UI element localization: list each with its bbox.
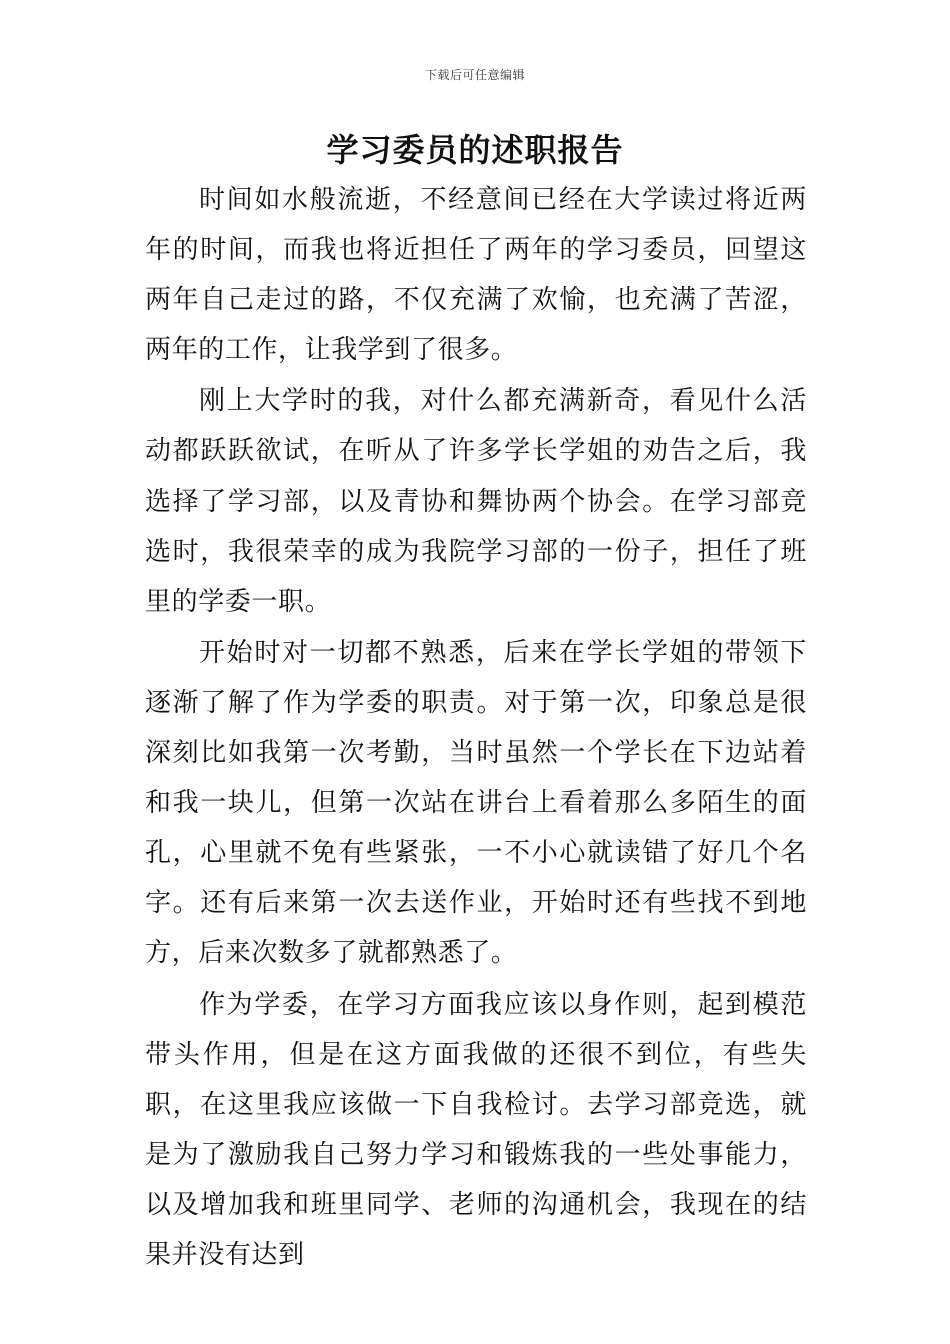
paragraph-1: 时间如水般流逝，不经意间已经在大学读过将近两年的时间，而我也将近担任了两年的学习委员，回望这两年自己走过的路，不仅充满了欢愉，也充满了苦涩，两年的工作，让我学到了很多。 — [145, 185, 807, 366]
document-title: 学习委员的述职报告 — [326, 131, 624, 169]
document-body — [145, 175, 807, 1281]
paragraph-3: 开始时对一切都不熟悉，后来在学长学姐的带领下逐渐了解了作为学委的职责。对于第一次，印象总是很深刻比如我第一次考勤，当时虽然一个学长在下边站着和我一块儿，但第一次站在讲台上看着那么多陌生的面孔，心里就不免有些紧张，一不小心就读错了好几个名字。还有后来第一次去送作业，开始时还有些找不到地方，后来次数多了就都熟悉了。 — [145, 637, 807, 969]
header-note: 下载后可任意编辑 — [424, 68, 525, 82]
paragraph-4: 作为学委，在学习方面我应该以身作则，起到模范带头作用，但是在这方面我做的还很不到位，有些失职，在这里我应该做一下自我检讨。去学习部竞选，就是为了激励我自己努力学习和锻炼我的一些处事能力，以及增加我和班里同学、老师的沟通机会，我现在的结果并没有达到 — [145, 989, 807, 1270]
paragraph-2: 刚上大学时的我，对什么都充满新奇，看见什么活动都跃跃欲试，在听从了许多学长学姐的劝告之后，我选择了学习部，以及青协和舞协两个协会。在学习部竞选时，我很荣幸的成为我院学习部的一份子，担任了班里的学委一职。 — [145, 386, 807, 617]
